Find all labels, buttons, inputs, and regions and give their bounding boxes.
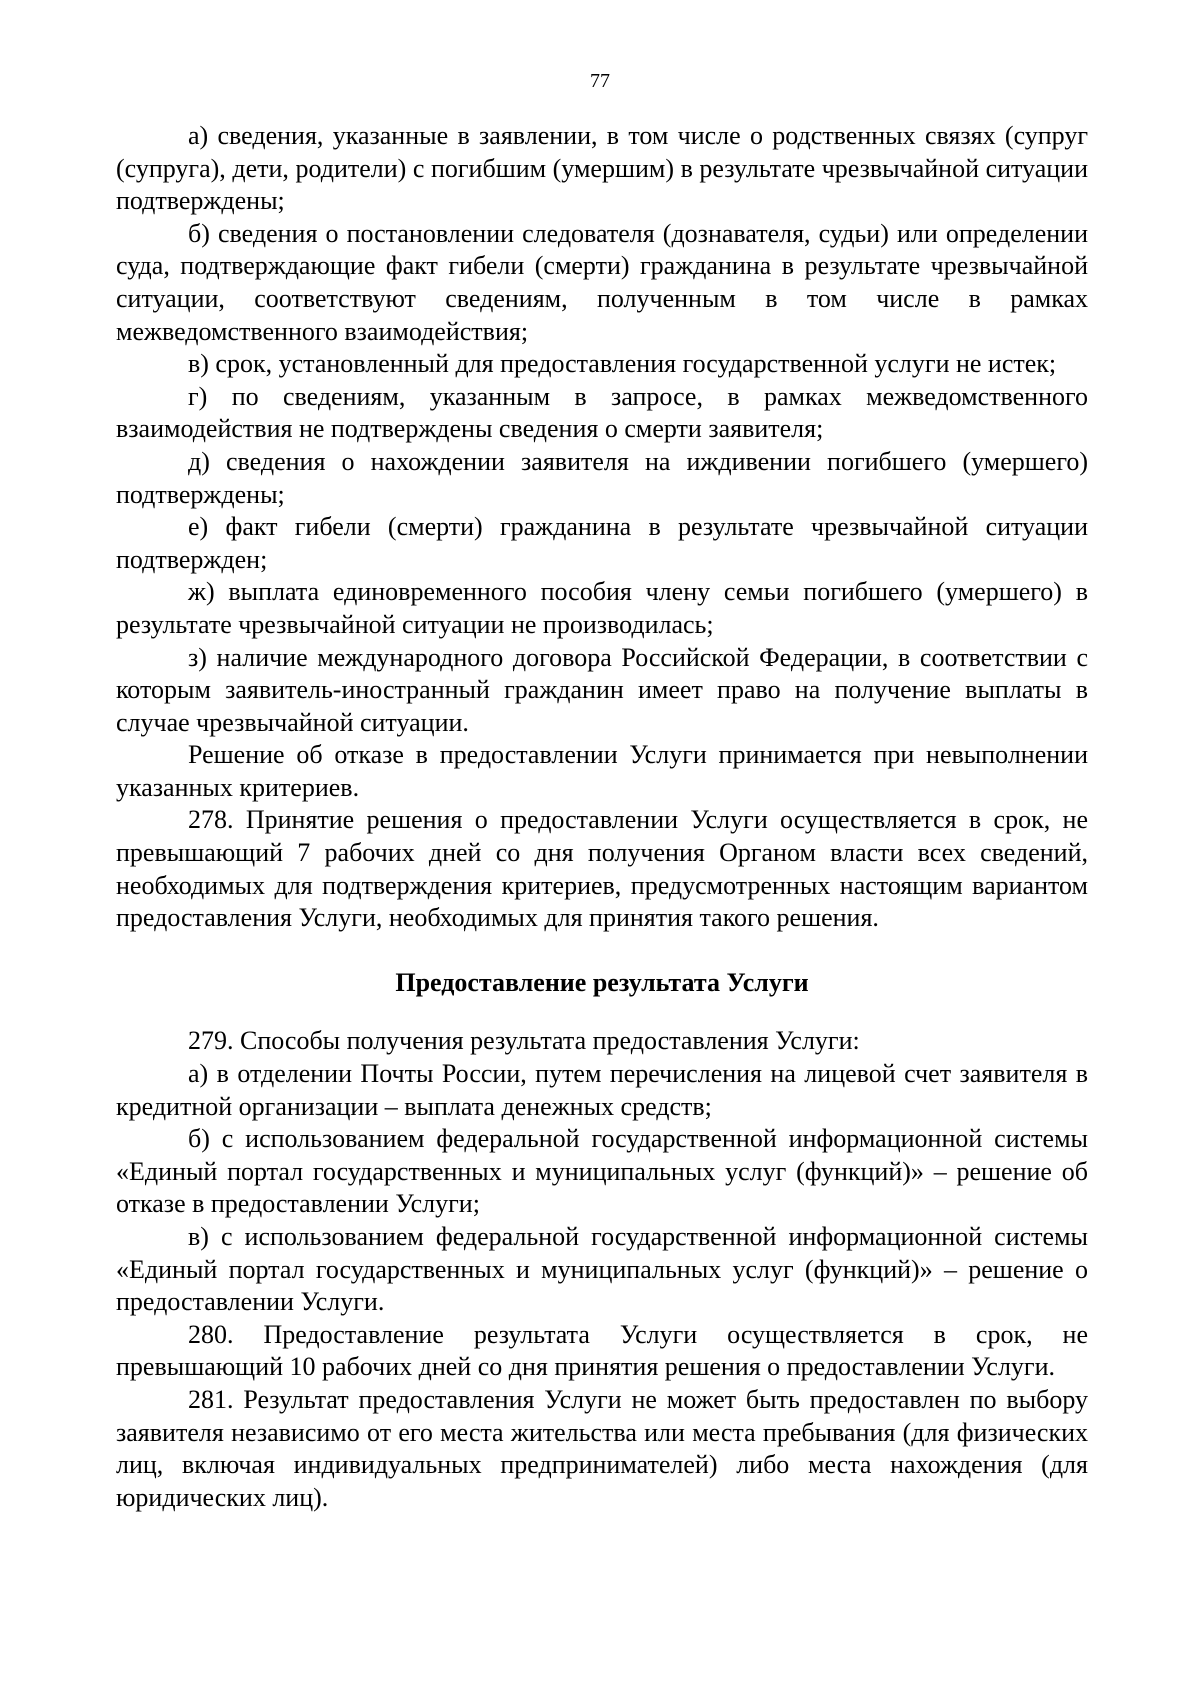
paragraph-criterion-g: г) по сведениям, указанным в запросе, в рамках межведомственного взаимодействия не подтверждены сведения о смерти заявителя; [116, 381, 1088, 444]
page-number: 77 [590, 70, 610, 92]
paragraph-279: 279. Способы получения результата предоставления Услуги: [188, 1026, 860, 1056]
paragraph-279-a: а) в отделении Почты России, путем перечисления на лицевой счет заявителя в кредитной организации – выплата денежных средств; [116, 1059, 1088, 1121]
paragraph-280: 280. Предоставление результата Услуги осуществляется в срок, не превышающий 10 рабочих дней со дня принятия решения о предоставлении Услуги. [116, 1319, 1088, 1382]
paragraph-279-v: в) с использованием федеральной государственной информационной системы «Единый портал государственных и муниципальных услуг (функций)» – решение о предоставлении Услуги. [116, 1222, 1088, 1317]
document-body [116, 120, 1088, 1514]
paragraph-criterion-v: в) срок, установленный для предоставления государственной услуги не истек; [188, 349, 1057, 379]
section-heading: Предоставление результата Услуги [395, 967, 809, 997]
paragraph-criterion-zh: ж) выплата единовременного пособия члену семьи погибшего (умершего) в результате чрезвычайной ситуации не производилась; [116, 577, 1088, 639]
paragraph-criterion-b: б) сведения о постановлении следователя (дознавателя, судьи) или определении суда, подтверждающие факт гибели (смерти) гражданина в результате чрезвычайной ситуации, соответствуют сведениям, полученным в том числе в рамках межведомственного взаимодействия; [116, 218, 1088, 346]
paragraph-refusal-decision: Решение об отказе в предоставлении Услуги принимается при невыполнении указанных критериев. [116, 740, 1088, 802]
paragraph-criterion-d: д) сведения о нахождении заявителя на иждивении погибшего (умершего) подтверждены; [116, 446, 1088, 509]
paragraph-criterion-z: з) наличие международного договора Российской Федерации, в соответствии с которым заявитель-иностранный гражданин имеет право на получение выплаты в случае чрезвычайной ситуации. [116, 642, 1088, 737]
result-section [116, 1025, 1088, 1514]
paragraph-criterion-e: е) факт гибели (смерти) гражданина в результате чрезвычайной ситуации подтвержден; [116, 512, 1088, 574]
paragraph-281: 281. Результат предоставления Услуги не может быть предоставлен по выбору заявителя независимо от его места жительства или места пребывания (для физических лиц, включая индивидуальных предпринимателей) либо места нахождения (для юридических лиц). [116, 1384, 1088, 1512]
criteria-section [116, 120, 1088, 935]
paragraph-criterion-a: а) сведения, указанные в заявлении, в том числе о родственных связях (супруг (супруга), дети, родители) с погибшим (умершим) в результате чрезвычайной ситуации подтверждены; [116, 121, 1088, 216]
paragraph-279-b: б) с использованием федеральной государственной информационной системы «Единый портал государственных и муниципальных услуг (функций)» – решение об отказе в предоставлении Услуги; [116, 1124, 1088, 1219]
paragraph-278: 278. Принятие решения о предоставлении Услуги осуществляется в срок, не превышающий 7 рабочих дней со дня получения Органом власти всех сведений, необходимых для подтверждения критериев, предусмотренных настоящим вариантом предоставления Услуги, необходимых для принятия такого решения. [116, 805, 1088, 933]
